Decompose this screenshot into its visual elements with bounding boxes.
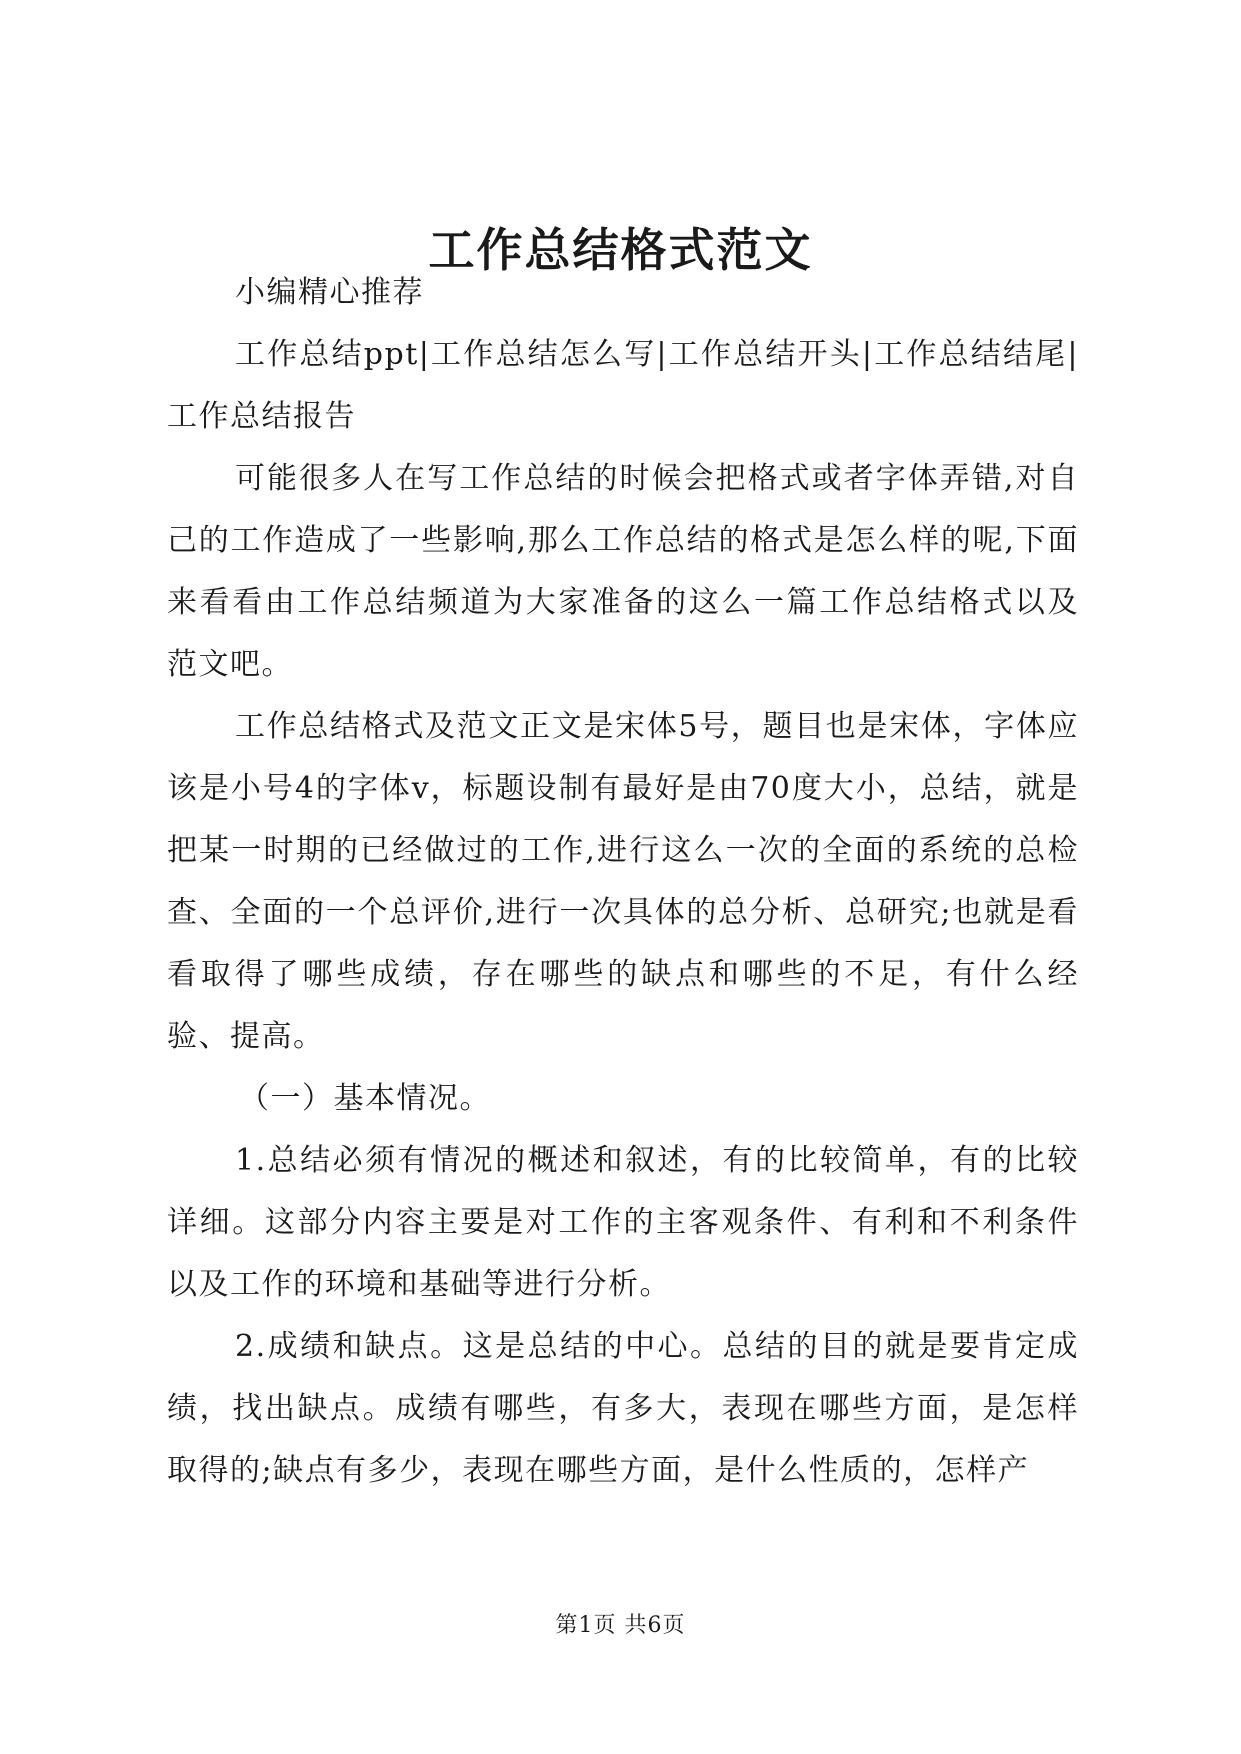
paragraph-format: 工作总结格式及范文正文是宋体5号，题目也是宋体，字体应该是小号4的字体v，标题设制有最好是由70度大小，总结，就是把某一时期的已经做过的工作,进行这么一次的全面的系统的总检查、全面的一个总评价,进行一次具体的总分析、总研究;也就是看看取得了哪些成绩，存在哪些的缺点和哪些的不足，有什么经验、提高。 <box>167 709 1079 1054</box>
paragraph-item-1: 1.总结必须有情况的概述和叙述，有的比较简单，有的比较详细。这部分内容主要是对工作的主客观条件、有利和不利条件以及工作的环境和基础等进行分析。 <box>167 1143 1079 1302</box>
paragraph-intro: 可能很多人在写工作总结的时候会把格式或者字体弄错,对自己的工作造成了一些影响,那么工作总结的格式是怎么样的呢,下面来看看由工作总结频道为大家准备的这么一篇工作总结格式以及范文吧。 <box>167 461 1079 682</box>
paragraph-links: 工作总结ppt|工作总结怎么写|工作总结开头|工作总结结尾|工作总结报告 <box>167 337 1079 434</box>
document-title: 工作总结格式范文 <box>428 223 813 277</box>
paragraph-item-2: 2.成绩和缺点。这是总结的中心。总结的目的就是要肯定成绩，找出缺点。成绩有哪些，有多大，表现在哪些方面，是怎样取得的;缺点有多少，表现在哪些方面，是什么性质的，怎样产 <box>167 1329 1079 1488</box>
paragraph-recommend: 小编精心推荐 <box>235 275 424 310</box>
page-number-footer: 第1页 共6页 <box>555 1613 686 1638</box>
document-body <box>167 262 1079 1502</box>
section-heading-basic: （一）基本情况。 <box>239 1081 491 1116</box>
